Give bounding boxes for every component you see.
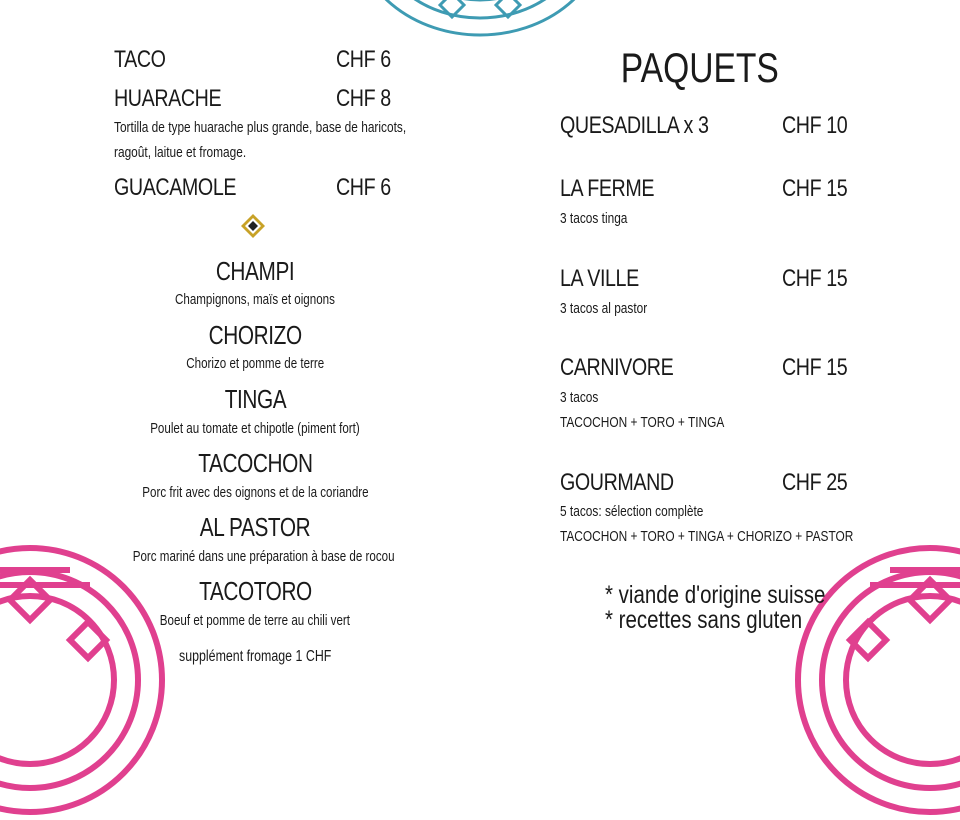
filling-description: Champignons, maïs et oignons [175,292,335,308]
gluten-note: * recettes sans gluten [605,606,803,634]
package-detail: 3 tacos [560,390,599,406]
item-price-taco: CHF 6 [336,46,391,73]
item-price-huarache: CHF 8 [336,85,391,112]
filling-name: AL PASTOR [199,512,311,542]
package-name: LA FERME [560,175,655,202]
package-detail: 3 tacos al pastor [560,301,648,317]
item-price-guacamole: CHF 6 [336,174,391,201]
packages-heading: PAQUETS [620,44,780,91]
package-detail: 5 tacos: sélection complète [560,504,704,520]
filling-name: TACOCHON [197,448,313,478]
filling-description: Poulet au tomate et chipotle (piment fort) [150,421,360,437]
origin-note: * viande d'origine suisse [605,581,826,609]
filling-name: CHAMPI [215,256,295,286]
package-detail: TACOCHON + TORO + TINGA + CHORIZO + PASTOR [560,529,854,545]
filling-description: Porc frit avec des oignons et de la coriandre [141,485,369,501]
item-description-huarache: ragoût, laitue et fromage. [114,145,247,161]
filling-name: TINGA [224,384,286,414]
package-name: LA VILLE [560,265,639,292]
filling-description: Porc mariné dans une préparation à base de rocou [132,549,395,565]
package-price: CHF 25 [782,469,848,496]
package-price: CHF 15 [782,354,848,381]
filling-name: TACOTORO [198,576,312,606]
fillings-list [100,0,410,678]
item-description-huarache: Tortilla de type huarache plus grande, base de haricots, [114,120,407,136]
package-price: CHF 15 [782,175,848,202]
filling-description: Boeuf et pomme de terre au chili vert [159,613,351,629]
package-detail: 3 tacos tinga [560,211,628,227]
package-price: CHF 10 [782,112,848,139]
package-detail: TACOCHON + TORO + TINGA [560,415,725,431]
filling-description: Chorizo et pomme de terre [186,356,324,372]
package-name: QUESADILLA x 3 [560,112,709,139]
item-name-guacamole: GUACAMOLE [114,174,237,201]
package-name: CARNIVORE [560,354,674,381]
item-name-huarache: HUARACHE [114,85,222,112]
package-price: CHF 15 [782,265,848,292]
supplement-note: supplément fromage 1 CHF [178,648,332,665]
filling-name: CHORIZO [208,320,302,350]
item-name-taco: TACO [114,46,166,73]
package-name: GOURMAND [560,469,674,496]
